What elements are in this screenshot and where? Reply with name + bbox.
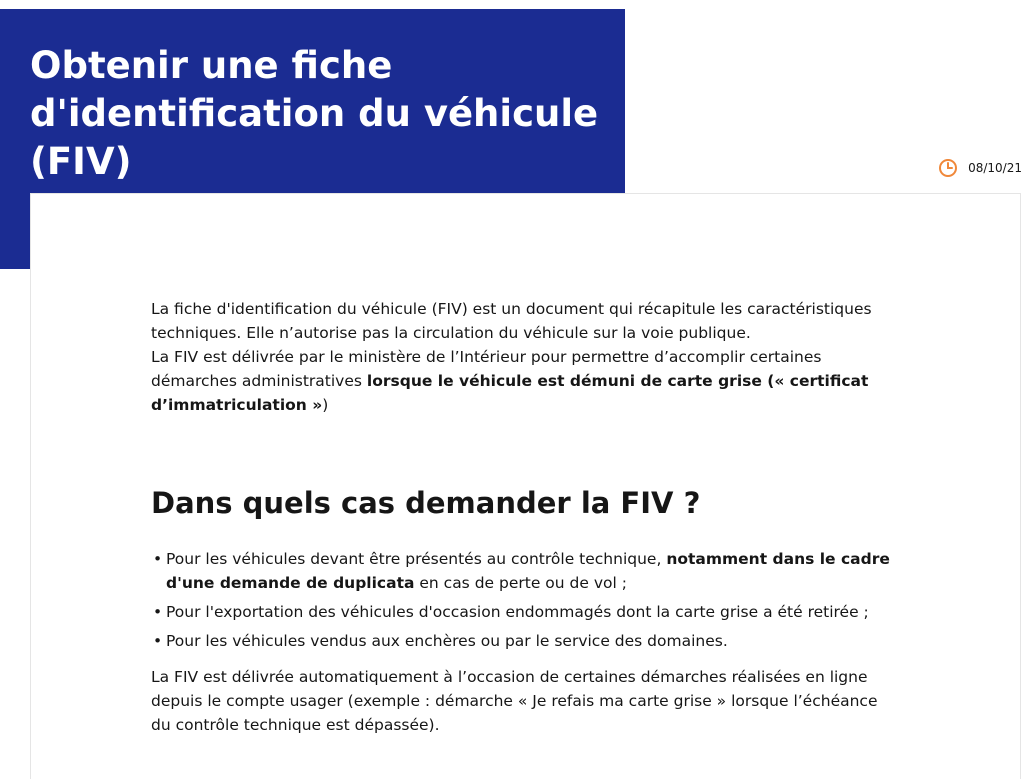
list-item xyxy=(151,600,891,624)
list-item xyxy=(151,547,891,595)
intro-section xyxy=(151,297,891,417)
bullet-icon: • xyxy=(153,603,163,621)
bullet-icon: • xyxy=(153,632,163,650)
outro-paragraph: La FIV est délivrée automatiquement à l’occasion de certaines démarches réalisées en ligne depuis le compte usager (exemple : démarche « Je refais ma carte grise » lorsque l’échéance du contrôle technique est dépassée). xyxy=(151,668,878,734)
list-item-text-bold: notamment dans le cadre d'une demande de duplicata xyxy=(166,550,890,592)
page-title: Obtenir une fiche d'identification du véhicule (FIV) xyxy=(30,44,599,183)
date-text: 08/10/21 xyxy=(968,161,1022,175)
cases-list xyxy=(151,547,891,658)
list-item xyxy=(151,629,891,653)
intro-paragraph-1: La fiche d'identification du véhicule (FIV) est un document qui récapitule les caractéristiques techniques. Elle n’autorise pas la circulation du véhicule sur la voie publique. xyxy=(151,300,872,342)
title-banner-tail xyxy=(0,193,30,269)
intro-paragraph-2-bold: lorsque le véhicule est démuni de carte grise (« certificat d’immatriculation » xyxy=(151,372,869,414)
intro-paragraph-2-end: ) xyxy=(322,396,329,414)
list-item-text: Pour les véhicules vendus aux enchères ou par le service des domaines. xyxy=(166,632,728,650)
intro-paragraph-2-start: La FIV est délivrée par le ministère de l’Intérieur pour permettre d’accomplir certaines démarches administratives xyxy=(151,348,822,390)
list-item-text: Pour l'exportation des véhicules d'occasion endommagés dont la carte grise a été retirée ; xyxy=(166,603,869,621)
bullet-icon: • xyxy=(153,550,163,568)
intro-paragraph-2 xyxy=(151,345,891,417)
clock-icon xyxy=(938,158,958,178)
publication-date xyxy=(938,158,1022,178)
list-item-text-start: Pour les véhicules devant être présentés au contrôle technique, xyxy=(166,550,667,568)
list-item-text-end: en cas de perte ou de vol ; xyxy=(414,574,627,592)
section-heading: Dans quels cas demander la FIV ? xyxy=(151,486,701,520)
